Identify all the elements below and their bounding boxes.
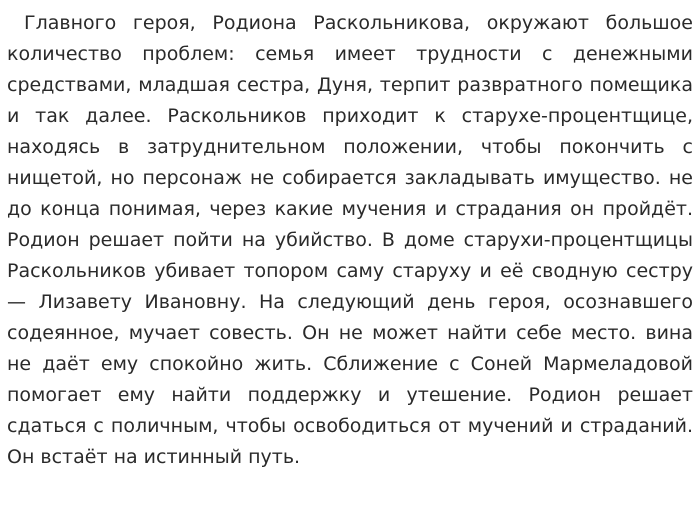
body-paragraph: Главного героя, Родиона Раскольникова, окружают большое количество проблем: семья имеет трудности с денежными средствами, младшая сестра, Дуня, терпит развратного помещика и так далее. Раскольников приходит к старухе-процентщице, находясь в затруднительном положении, чтобы покончить с нищетой, но персонаж не собирается закладывать имущество. не до конца понимая, через какие мучения и страдания он пройдёт. Родион решает пойти на убийство. В доме старухи-процентщицы Раскольников убивает топором саму старуху и её сводную сестру — Лизавету Ивановну. На следующий день героя, осознавшего содеянное, мучает совесть. Он не может найти себе место. вина не даёт ему спокойно жить. Сближение с Соней Мармеладовой помогает ему найти поддержку и утешение. Родион решает сдаться с поличным, чтобы освободиться от мучений и страданий. Он встаёт на истинный путь.: [7, 12, 693, 468]
